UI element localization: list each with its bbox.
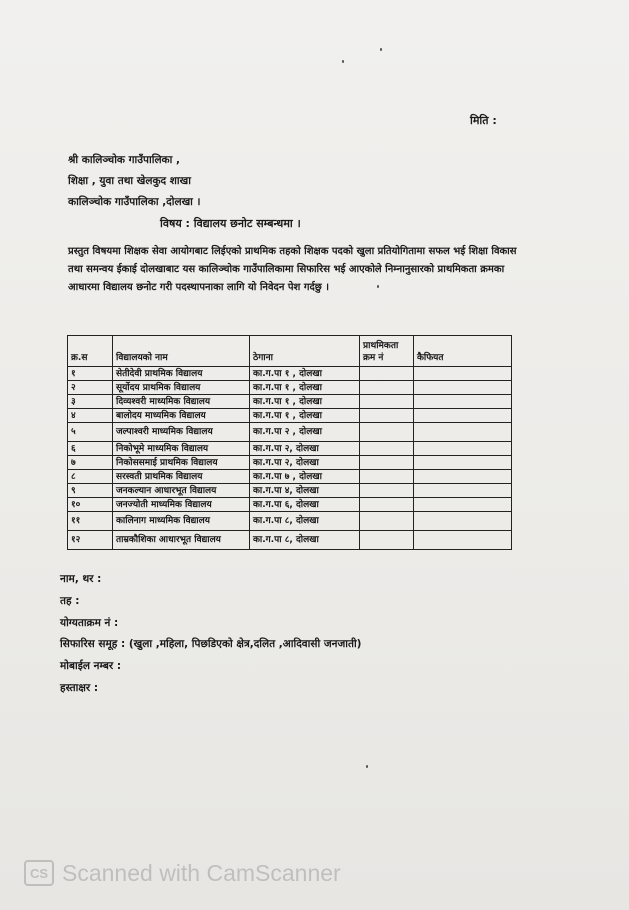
cell-remarks xyxy=(414,409,512,423)
camscanner-logo-icon: CS xyxy=(24,860,54,886)
merit-number-field-label: योग्यताक्रम नं : xyxy=(60,617,119,629)
cell-serial: ७ xyxy=(68,456,113,470)
header-serial: क्र.स xyxy=(68,336,113,367)
cell-address: का.ग.पा ४, दोलखा xyxy=(250,484,360,498)
cell-priority xyxy=(360,498,414,512)
cell-school-name: कालिनाग माध्यमिक विद्यालय xyxy=(113,512,250,531)
body-line-3: आधारमा विद्यालय छनोट गरी पदस्थापनाका लागि यो निवेदन पेश गर्दछु । xyxy=(68,282,330,293)
cell-remarks xyxy=(414,456,512,470)
body-line-1: प्रस्तुत विषयमा शिक्षक सेवा आयोगबाट लिईएको प्राथमिक तहको शिक्षक पदको खुला प्रतियोगितामा सफल भई शिक्षा विकास xyxy=(68,246,517,257)
cell-priority xyxy=(360,456,414,470)
cell-priority xyxy=(360,470,414,484)
cell-remarks xyxy=(414,484,512,498)
name-field-label: नाम, थर : xyxy=(60,573,102,585)
cell-address: का.ग.पा २ , दोलखा xyxy=(250,423,360,442)
cell-serial: १ xyxy=(68,367,113,381)
table-row xyxy=(68,512,512,531)
cell-remarks xyxy=(414,395,512,409)
school-preference-table xyxy=(67,335,512,550)
table-header-row xyxy=(68,336,512,367)
cell-school-name: जनकल्यान आधारभूत विद्यालय xyxy=(113,484,250,498)
cell-school-name: निकोससमाई प्राथमिक विद्यालय xyxy=(113,456,250,470)
cell-priority xyxy=(360,423,414,442)
body-line-2: तथा समन्वय ईकाई दोलखाबाट यस कालिञ्चोक गाउँपालिकामा सिफारिस भई आएकोले निम्नानुसारको प्राथमिकता क्रमका xyxy=(68,264,505,275)
cell-school-name: जनज्योती माध्यमिक विद्यालय xyxy=(113,498,250,512)
table-row xyxy=(68,442,512,456)
cell-priority xyxy=(360,409,414,423)
table-row xyxy=(68,531,512,550)
application-body xyxy=(68,243,550,297)
cell-remarks xyxy=(414,442,512,456)
cell-school-name: निकोभूमे माध्यमिक विद्यालय xyxy=(113,442,250,456)
cell-address: का.ग.पा ७ , दोलखा xyxy=(250,470,360,484)
table-row xyxy=(68,498,512,512)
camscanner-text: Scanned with CamScanner xyxy=(62,859,341,886)
cell-priority xyxy=(360,367,414,381)
scan-speck xyxy=(380,48,382,51)
cell-school-name: सूर्योदय प्राथमिक विद्यालय xyxy=(113,381,250,395)
cell-serial: ३ xyxy=(68,395,113,409)
cell-address: का.ग.पा १ , दोलखा xyxy=(250,367,360,381)
cell-serial: ५ xyxy=(68,423,113,442)
table-row xyxy=(68,484,512,498)
cell-address: का.ग.पा १ , दोलखा xyxy=(250,409,360,423)
scan-speck xyxy=(342,60,344,63)
cell-priority xyxy=(360,484,414,498)
table-row xyxy=(68,423,512,442)
table-row xyxy=(68,470,512,484)
date-label: मिति : xyxy=(470,114,497,127)
cell-school-name: सेतीदेवी प्राथमिक विद्यालय xyxy=(113,367,250,381)
cell-school-name: जल्पाश्वरी माध्यमिक विद्यालय xyxy=(113,423,250,442)
table-row xyxy=(68,381,512,395)
cell-address: का.ग.पा ८, दोलखा xyxy=(250,531,360,550)
cell-remarks xyxy=(414,367,512,381)
address-line-2: शिक्षा , युवा तथा खेलकुद शाखा xyxy=(68,175,191,187)
cell-address: का.ग.पा १ , दोलखा xyxy=(250,381,360,395)
address-line-1: श्री कालिञ्चोक गाउँपालिका , xyxy=(68,154,180,166)
cell-serial: ६ xyxy=(68,442,113,456)
cell-priority xyxy=(360,512,414,531)
table-row xyxy=(68,456,512,470)
cell-serial: १० xyxy=(68,498,113,512)
cell-serial: ९ xyxy=(68,484,113,498)
mobile-number-field-label: मोबाईल नम्बर : xyxy=(60,660,122,672)
cell-serial: ४ xyxy=(68,409,113,423)
cell-remarks xyxy=(414,512,512,531)
cell-remarks xyxy=(414,381,512,395)
cell-remarks xyxy=(414,531,512,550)
cell-address: का.ग.पा १ , दोलखा xyxy=(250,395,360,409)
cell-serial: २ xyxy=(68,381,113,395)
cell-priority xyxy=(360,381,414,395)
cell-school-name: ताम्रकौशिका आधारभूत विद्यालय xyxy=(113,531,250,550)
cell-address: का.ग.पा २, दोलखा xyxy=(250,456,360,470)
subject-line: विषय : विद्यालय छनोट सम्बन्धमा । xyxy=(160,217,301,230)
cell-address: का.ग.पा ८, दोलखा xyxy=(250,512,360,531)
cell-school-name: दिव्यश्वरी माध्यमिक विद्यालय xyxy=(113,395,250,409)
cell-serial: ८ xyxy=(68,470,113,484)
cell-remarks xyxy=(414,423,512,442)
header-remarks: कैफियत xyxy=(414,336,512,367)
recommendation-group-field-label: सिफारिस समूह : (खुला ,महिला, पिछडिएको क्षेत्र,दलित ,आदिवासी जनजाती) xyxy=(60,638,362,650)
table-row xyxy=(68,367,512,381)
address-line-3: कालिञ्चोक गाउँपालिका ,दोलखा । xyxy=(68,196,201,208)
header-address: ठेगाना xyxy=(250,336,360,367)
cell-priority xyxy=(360,531,414,550)
cell-remarks xyxy=(414,498,512,512)
cell-serial: १२ xyxy=(68,531,113,550)
cell-serial: ११ xyxy=(68,512,113,531)
header-priority: प्राथमिकता क्रम नं xyxy=(360,336,414,367)
scan-speck xyxy=(366,765,368,768)
cell-school-name: बालोदय माध्यमिक विद्यालय xyxy=(113,409,250,423)
table-row xyxy=(68,409,512,423)
header-school-name: विद्यालयको नाम xyxy=(113,336,250,367)
signature-field-label: हस्ताक्षर : xyxy=(60,682,99,694)
table-row xyxy=(68,395,512,409)
camscanner-watermark xyxy=(24,858,341,888)
cell-remarks xyxy=(414,470,512,484)
cell-priority xyxy=(360,395,414,409)
cell-school-name: सरस्वती प्राथमिक विद्यालय xyxy=(113,470,250,484)
cell-address: का.ग.पा २, दोलखा xyxy=(250,442,360,456)
cell-priority xyxy=(360,442,414,456)
cell-address: का.ग.पा ६, दोलखा xyxy=(250,498,360,512)
level-field-label: तह : xyxy=(60,595,80,607)
